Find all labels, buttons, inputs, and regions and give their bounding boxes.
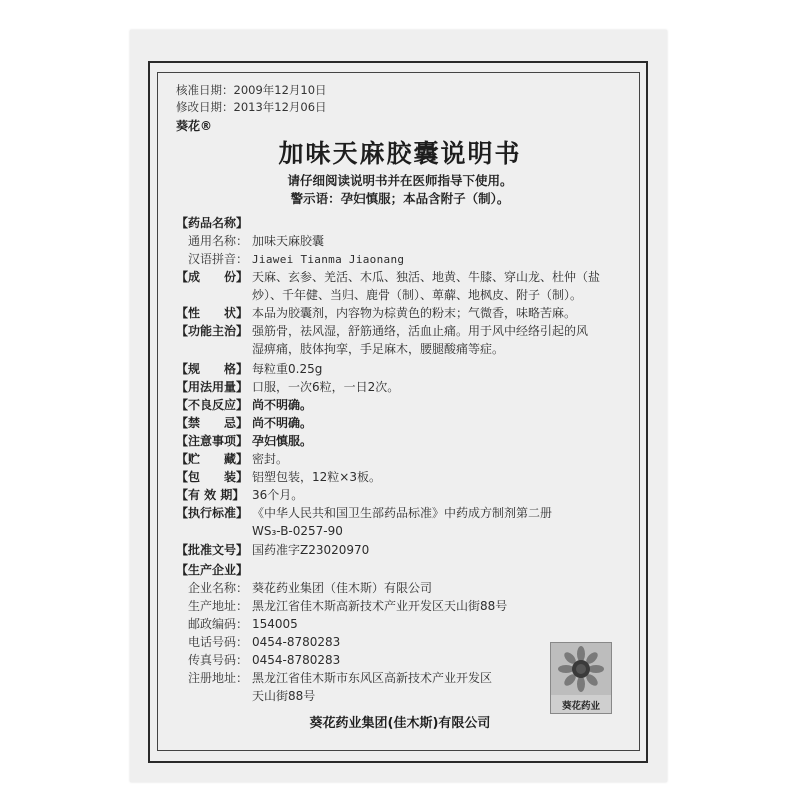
pinyin-value: Jiawei Tianma Jiaonang [252,253,405,266]
precautions-value: 孕妇慎服。 [252,434,313,448]
approval-number-label: 【批准文号】 [176,543,249,557]
spec-row [176,361,322,377]
company-row [176,580,432,596]
approval-date: 核准日期：2009年12月10日 [176,83,327,97]
usage-label: 【用法用量】 [176,380,249,394]
ingredients-row [176,269,600,285]
storage-value: 密封。 [252,452,289,466]
reg-address-line-2: 天山街88号 [252,689,316,703]
spec-label: 【规 格】 [176,362,249,376]
standard-line-1: 《中华人民共和国卫生部药品标准》中药成方制剂第二册 [252,506,553,520]
footer-company: 葵花药业集团(佳木斯)有限公司 [309,716,491,731]
character-value: 本品为胶囊剂，内容物为棕黄色的粉末；气微香，味略苦麻。 [252,306,577,320]
indications-row [176,323,588,339]
character-row [176,305,576,321]
pinyin-label: 汉语拼音： [188,252,249,266]
indications-label: 【功能主治】 [176,324,249,338]
phone-label: 电话号码： [188,635,249,649]
adverse-row [176,397,312,413]
contraindications-label: 【禁 忌】 [176,416,249,430]
contraindications-value: 尚不明确。 [252,416,313,430]
fax-value: 0454-8780283 [252,653,341,667]
common-name-label: 通用名称： [188,234,249,248]
approval-number-row [176,542,369,558]
pinyin-row [176,251,404,268]
validity-value: 36个月。 [252,488,304,502]
fax-label: 传真号码： [188,653,249,667]
ingredients-line-1: 天麻、玄参、羌活、木瓜、独活、地黄、牛膝、穿山龙、杜仲（盐 [252,270,601,284]
drug-name-header: 【药品名称】 [176,216,249,230]
reg-address-label: 注册地址： [188,671,249,685]
storage-label: 【贮 藏】 [176,452,249,466]
adverse-label: 【不良反应】 [176,398,249,412]
ingredients-line-2: 炒）、千年健、当归、鹿骨（制）、萆薢、地枫皮、附子（制）。 [252,288,583,302]
package-row [176,469,381,485]
indications-line-2: 湿痹痛，肢体拘挛，手足麻木，腰腿酸痛等症。 [252,342,505,356]
precautions-row [176,433,312,449]
common-name-value: 加味天麻胶囊 [252,234,325,248]
ingredients-label: 【成 份】 [176,270,249,284]
standard-row [176,505,552,521]
company-value: 葵花药业集团（佳木斯）有限公司 [252,581,433,595]
manufacturer-header: 【生产企业】 [176,563,249,577]
address-label: 生产地址： [188,599,249,613]
validity-row [176,487,303,503]
brand-mark: 葵花® [176,119,213,133]
usage-notice: 请仔细阅读说明书并在医师指导下使用。 [287,173,513,188]
address-value: 黑龙江省佳木斯高新技术产业开发区天山街88号 [252,599,508,613]
postcode-label: 邮政编码： [188,617,249,631]
contraindications-row [176,415,312,431]
company-label: 企业名称： [188,581,249,595]
indications-line-1: 强筋骨，祛风湿，舒筋通络，活血止痛。用于风中经络引起的风 [252,324,589,338]
warning-text: 警示语：孕妇慎服；本品含附子（制）。 [290,191,510,206]
postcode-value: 154005 [252,617,298,631]
reg-address-line-1: 黑龙江省佳木斯市东风区高新技术产业开发区 [252,671,493,685]
approval-number-value: 国药准字Z23020970 [252,543,370,557]
sunflower-logo [550,642,612,714]
postcode-row [176,616,298,632]
validity-label: 【有 效 期】 [176,488,245,502]
package-value: 铝塑包装，12粒×3板。 [252,470,381,484]
document-title: 加味天麻胶囊说明书 [278,139,522,168]
standard-line-2: WS₃-B-0257-90 [252,524,343,538]
address-row [176,598,507,614]
common-name-row [176,233,324,249]
standard-label: 【执行标准】 [176,506,249,520]
adverse-value: 尚不明确。 [252,398,313,412]
revision-date: 修改日期：2013年12月06日 [176,100,327,114]
fax-row [176,652,340,668]
usage-value: 口服，一次6粒，一日2次。 [252,380,400,394]
sunflower-icon [551,643,611,695]
precautions-label: 【注意事项】 [176,434,249,448]
package-label: 【包 装】 [176,470,249,484]
logo-text: 葵花药业 [561,701,600,712]
usage-row [176,379,399,395]
storage-row [176,451,288,467]
spec-value: 每粒重0.25g [252,362,323,376]
phone-row [176,634,340,650]
phone-value: 0454-8780283 [252,635,341,649]
character-label: 【性 状】 [176,306,249,320]
reg-address-row [176,670,492,686]
